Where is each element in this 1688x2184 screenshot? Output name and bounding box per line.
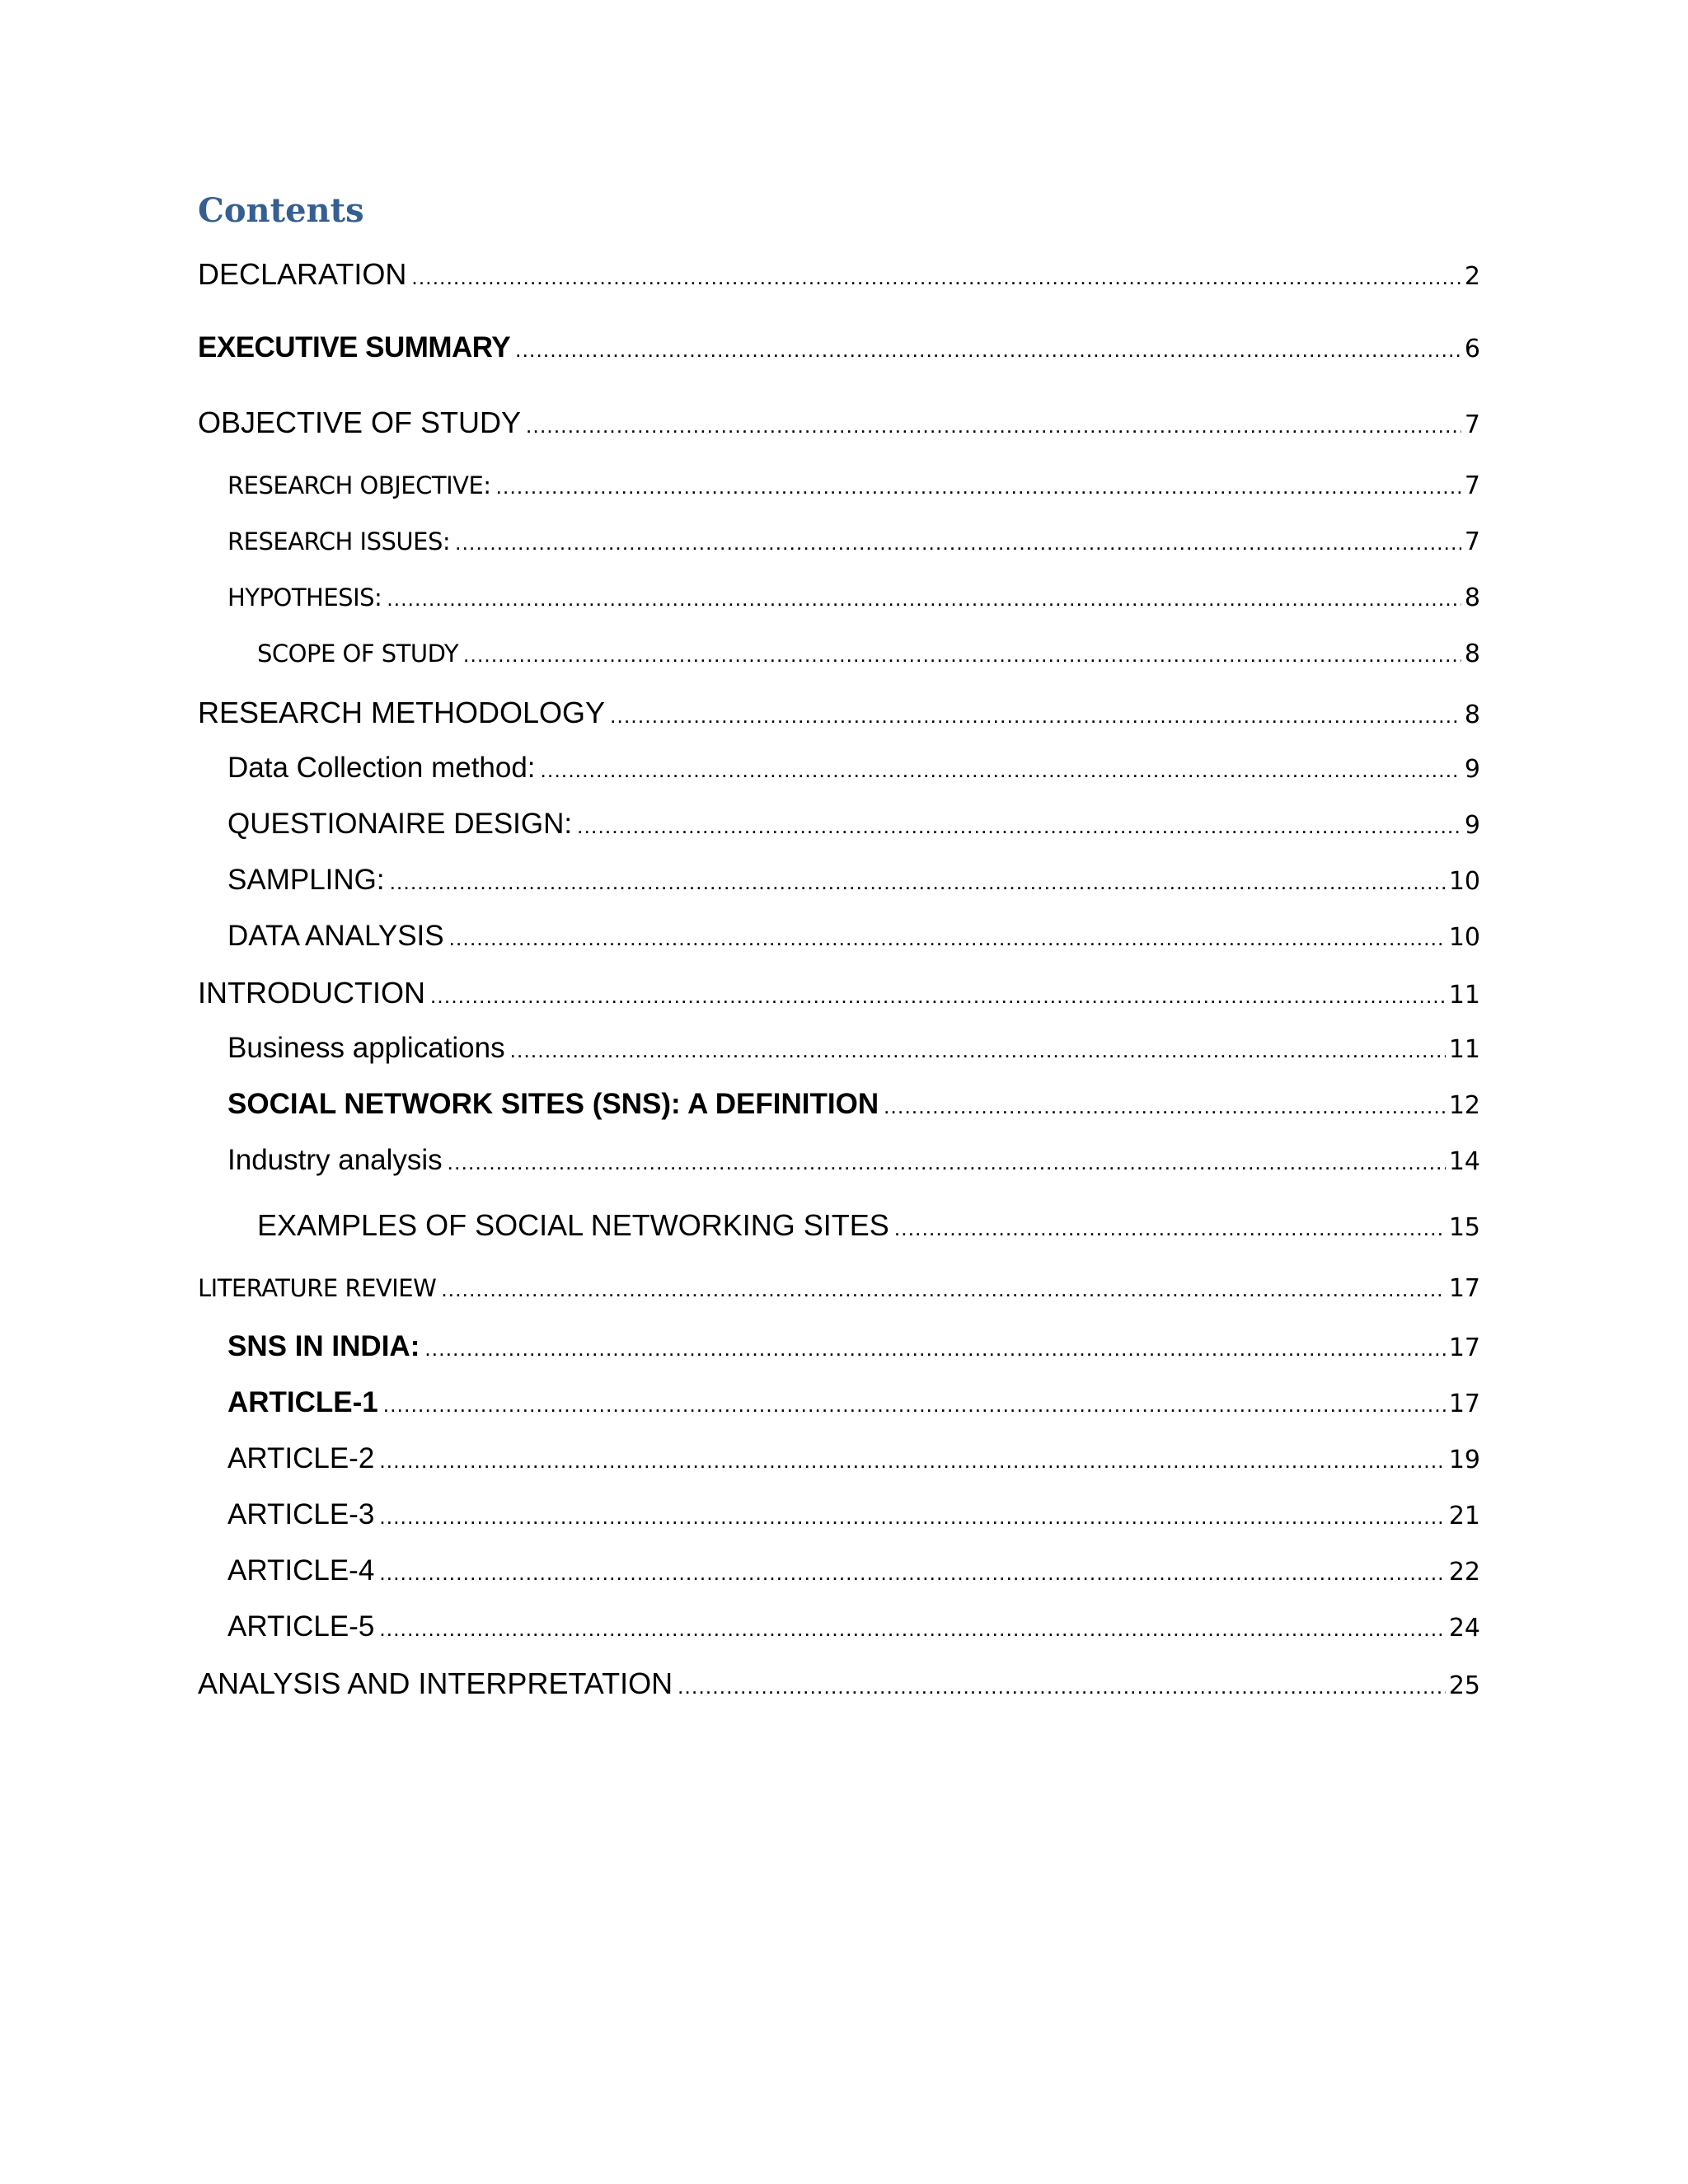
toc-entry-label: Business applications	[227, 1032, 505, 1064]
dot-leader	[577, 813, 1461, 839]
dot-leader	[526, 413, 1461, 438]
toc-entry-research-methodology[interactable]	[198, 696, 1480, 730]
toc-page-number: 7	[1464, 410, 1480, 439]
dot-leader	[678, 1674, 1446, 1699]
toc-entry-data-collection-method[interactable]	[227, 752, 1480, 785]
toc-page-number: 8	[1464, 583, 1480, 612]
toc-entry-research-issues[interactable]	[227, 527, 1480, 556]
toc-entry-examples-of-sns[interactable]	[257, 1208, 1480, 1243]
toc-page-number: 17	[1448, 1390, 1480, 1418]
toc-page-number: 25	[1448, 1671, 1480, 1700]
toc-entry-questionaire-design[interactable]	[227, 808, 1480, 841]
toc-page-number: 22	[1448, 1558, 1480, 1586]
toc-entry-label: Data Collection method:	[227, 752, 536, 784]
toc-entry-data-analysis[interactable]	[227, 920, 1480, 953]
toc-entry-objective-of-study[interactable]	[198, 405, 1480, 440]
toc-page-number: 11	[1448, 981, 1480, 1010]
toc-page-number: 17	[1448, 1333, 1480, 1362]
dot-leader	[455, 530, 1461, 555]
dot-leader	[496, 474, 1461, 499]
toc-entry-label: HYPOTHESIS:	[227, 583, 382, 612]
dot-leader	[424, 1336, 1445, 1361]
toc-page-number: 17	[1448, 1274, 1480, 1303]
toc-page-number: 12	[1448, 1091, 1480, 1120]
toc-entry-label: SNS IN INDIA:	[227, 1330, 420, 1362]
contents-heading: Contents	[198, 191, 364, 230]
dot-leader	[884, 1094, 1446, 1119]
toc-entry-label: SAMPLING:	[227, 864, 385, 896]
toc-page-number: 6	[1464, 335, 1480, 363]
toc-entry-label: ARTICLE-1	[227, 1386, 378, 1418]
toc-entry-label: ARTICLE-2	[227, 1442, 375, 1474]
toc-page-number: 9	[1464, 755, 1480, 784]
toc-entry-label: EXECUTIVE SUMMARY	[198, 331, 511, 363]
toc-entry-label: SOCIAL NETWORK SITES (SNS): A DEFINITION	[227, 1088, 879, 1120]
toc-entry-article-2[interactable]	[227, 1442, 1480, 1475]
dot-leader	[411, 265, 1461, 290]
toc-entry-label: ARTICLE-3	[227, 1498, 375, 1530]
toc-entry-literature-review[interactable]	[198, 1274, 1480, 1303]
toc-entry-label: DATA ANALYSIS	[227, 920, 444, 952]
toc-entry-label: SCOPE OF STUDY	[257, 640, 459, 668]
dot-leader	[510, 1038, 1446, 1063]
toc-page-number: 21	[1448, 1502, 1480, 1530]
toc-entry-label: QUESTIONAIRE DESIGN:	[227, 808, 573, 840]
toc-page-number: 7	[1464, 471, 1480, 500]
toc-entry-label: Industry analysis	[227, 1144, 443, 1176]
toc-entry-label: OBJECTIVE OF STUDY	[198, 405, 522, 439]
toc-page-number: 2	[1464, 262, 1480, 291]
dot-leader	[390, 869, 1446, 895]
toc-page-number: 8	[1464, 640, 1480, 668]
dot-leader	[449, 926, 1446, 951]
dot-leader	[610, 703, 1461, 729]
toc-page-number: 8	[1464, 701, 1480, 729]
dot-leader	[430, 983, 1446, 1009]
toc-entry-article-1[interactable]	[227, 1386, 1480, 1419]
toc-entry-label: INTRODUCTION	[198, 976, 425, 1010]
toc-page-number: 19	[1448, 1446, 1480, 1474]
toc-entry-article-4[interactable]	[227, 1554, 1480, 1587]
dot-leader	[387, 586, 1461, 612]
toc-entry-label: RESEARCH METHODOLOGY	[198, 696, 606, 729]
dot-leader	[379, 1504, 1446, 1530]
toc-entry-label: RESEARCH OBJECTIVE:	[227, 471, 491, 499]
dot-leader	[379, 1448, 1446, 1474]
dot-leader	[463, 642, 1461, 668]
toc-page-number: 9	[1464, 811, 1480, 840]
toc-entry-declaration[interactable]	[198, 257, 1480, 292]
toc-page-number: 15	[1448, 1213, 1480, 1242]
toc-entry-sns-definition[interactable]	[227, 1088, 1480, 1121]
toc-entry-scope-of-study[interactable]	[257, 640, 1480, 668]
dot-leader	[541, 757, 1461, 783]
toc-page-number: 11	[1448, 1035, 1480, 1064]
toc-entry-analysis-and-interpretation[interactable]	[198, 1666, 1480, 1701]
toc-entry-sns-in-india[interactable]	[227, 1330, 1480, 1363]
toc-entry-label: ARTICLE-4	[227, 1554, 375, 1586]
dot-leader	[515, 337, 1461, 363]
dot-leader	[441, 1277, 1446, 1302]
dot-leader	[379, 1616, 1446, 1642]
toc-entry-executive-summary[interactable]	[198, 331, 1480, 364]
toc-entry-hypothesis[interactable]	[227, 583, 1480, 612]
toc-entry-article-3[interactable]	[227, 1498, 1480, 1531]
toc-entry-industry-analysis[interactable]	[227, 1144, 1480, 1177]
toc-entry-label: RESEARCH ISSUES:	[227, 527, 451, 555]
toc-entry-article-5[interactable]	[227, 1610, 1480, 1643]
toc-page-number: 7	[1464, 527, 1480, 556]
toc-entry-research-objective[interactable]	[227, 471, 1480, 500]
toc-page-number: 14	[1448, 1147, 1480, 1176]
toc-entry-label: DECLARATION	[198, 257, 407, 291]
toc-entry-sampling[interactable]	[227, 864, 1480, 897]
toc-page-number: 10	[1448, 923, 1480, 952]
toc-entry-label: LITERATURE REVIEW	[198, 1274, 437, 1302]
dot-leader	[894, 1216, 1446, 1241]
dot-leader	[448, 1150, 1446, 1175]
toc-entry-introduction[interactable]	[198, 976, 1480, 1010]
toc-page-number: 10	[1448, 867, 1480, 896]
toc-page-number: 24	[1448, 1614, 1480, 1643]
dot-leader	[383, 1392, 1446, 1418]
toc-entry-label: EXAMPLES OF SOCIAL NETWORKING SITES	[257, 1208, 889, 1242]
dot-leader	[379, 1560, 1446, 1586]
toc-entry-label: ARTICLE-5	[227, 1610, 375, 1643]
toc-entry-label: ANALYSIS AND INTERPRETATION	[198, 1666, 673, 1700]
toc-entry-business-applications[interactable]	[227, 1032, 1480, 1065]
